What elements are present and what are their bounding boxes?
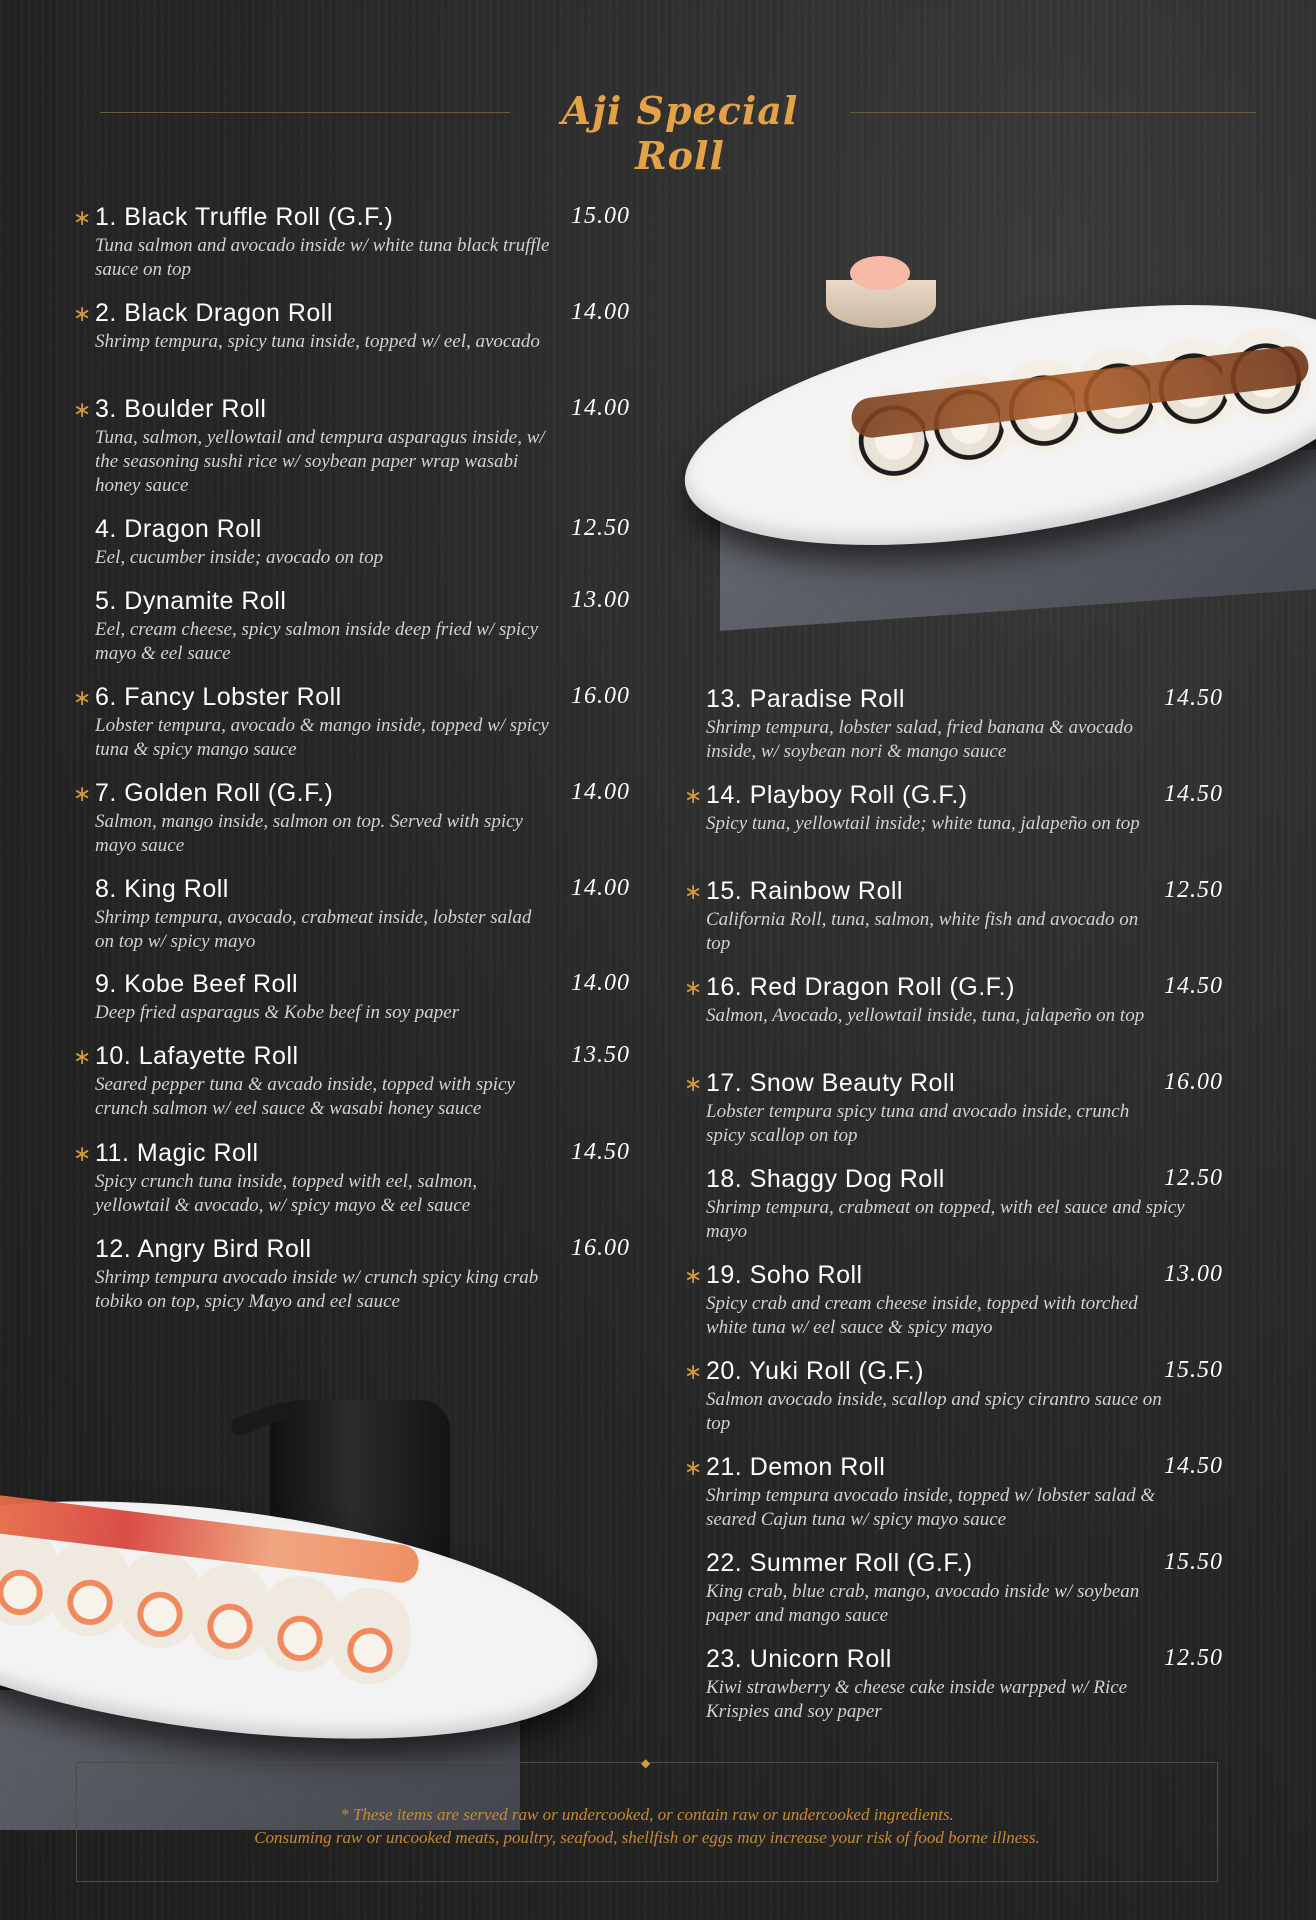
item-description: Kiwi strawberry & cheese cake inside warpped w/ Rice Krispies and soy paper xyxy=(706,1677,1128,1722)
raw-indicator-icon: ∗ xyxy=(684,976,703,1001)
item-description: Seared pepper tuna & avcado inside, topped with spicy crunch salmon w/ eel sauce & wasabi honey sauce xyxy=(95,1074,515,1119)
item-price: 14.50 xyxy=(1164,1453,1223,1479)
item-description: Tuna, salmon, yellowtail and tempura asparagus inside, w/ the seasoning sushi rice w/ soybean paper wrap wasabi honey sauce xyxy=(95,427,545,496)
item-name: 3. Boulder Roll xyxy=(95,395,267,423)
menu-item xyxy=(706,685,1266,764)
item-description: California Roll, tuna, salmon, white fish and avocado on top xyxy=(706,909,1139,954)
menu-item xyxy=(95,1235,655,1314)
item-description: King crab, blue crab, mango, avocado inside w/ soybean paper and mango sauce xyxy=(706,1581,1140,1626)
raw-indicator-icon: ∗ xyxy=(73,206,92,231)
page-header xyxy=(100,88,1256,178)
item-name: 17. Snow Beauty Roll xyxy=(706,1069,956,1097)
item-name: 11. Magic Roll xyxy=(95,1139,259,1167)
item-description: Eel, cucumber inside; avocado on top xyxy=(95,547,384,568)
item-price: 12.50 xyxy=(1164,877,1223,903)
item-name: 8. King Roll xyxy=(95,875,229,903)
menu-item xyxy=(706,1645,1266,1724)
item-name: 19. Soho Roll xyxy=(706,1261,863,1289)
menu-item xyxy=(95,875,655,954)
raw-indicator-icon: ∗ xyxy=(684,1072,703,1097)
raw-indicator-icon: ∗ xyxy=(73,1045,92,1070)
item-price: 14.50 xyxy=(1164,685,1223,711)
item-name: 6. Fancy Lobster Roll xyxy=(95,683,342,711)
item-price: 13.00 xyxy=(1164,1261,1223,1287)
item-name: 7. Golden Roll (G.F.) xyxy=(95,779,334,807)
item-description: Shrimp tempura, lobster salad, fried banana & avocado inside, w/ soybean nori & mango sauce xyxy=(706,717,1133,762)
item-price: 13.00 xyxy=(571,587,630,613)
menu-item xyxy=(73,779,655,858)
item-description: Shrimp tempura avocado inside w/ crunch spicy king crab tobiko on top, spicy Mayo and eel sauce xyxy=(95,1267,539,1312)
item-description: Shrimp tempura, spicy tuna inside, topped w/ eel, avocado xyxy=(95,331,540,352)
item-description: Salmon, mango inside, salmon on top. Served with spicy mayo sauce xyxy=(95,811,523,856)
item-name: 22. Summer Roll (G.F.) xyxy=(706,1549,973,1577)
raw-indicator-icon: ∗ xyxy=(684,1456,703,1481)
item-description: Deep fried asparagus & Kobe beef in soy paper xyxy=(95,1002,460,1023)
item-name: 14. Playboy Roll (G.F.) xyxy=(706,781,968,809)
item-description: Shrimp tempura, avocado, crabmeat inside, lobster salad on top w/ spicy mayo xyxy=(95,907,532,952)
item-price: 14.50 xyxy=(571,1139,630,1165)
item-price: 13.50 xyxy=(571,1042,630,1068)
menu-item xyxy=(684,877,1266,956)
item-price: 14.00 xyxy=(571,299,630,325)
item-name: 18. Shaggy Dog Roll xyxy=(706,1165,945,1193)
menu-item xyxy=(706,1165,1266,1244)
item-description: Spicy tuna, yellowtail inside; white tuna, jalapeño on top xyxy=(706,813,1140,834)
menu-item xyxy=(73,1139,655,1218)
item-description: Eel, cream cheese, spicy salmon inside deep fried w/ spicy mayo & eel sauce xyxy=(95,619,539,664)
item-price: 14.00 xyxy=(571,875,630,901)
item-description: Lobster tempura spicy tuna and avocado inside, crunch spicy scallop on top xyxy=(706,1101,1130,1146)
raw-indicator-icon: ∗ xyxy=(684,880,703,905)
item-name: 2. Black Dragon Roll xyxy=(95,299,333,327)
menu-item xyxy=(684,1261,1266,1340)
item-name: 10. Lafayette Roll xyxy=(95,1042,299,1070)
item-name: 1. Black Truffle Roll (G.F.) xyxy=(95,203,394,231)
item-description: Spicy crunch tuna inside, topped with eel, salmon, yellowtail & avocado, w/ spicy mayo & eel sauce xyxy=(95,1171,478,1216)
item-price: 16.00 xyxy=(1164,1069,1223,1095)
item-name: 15. Rainbow Roll xyxy=(706,877,903,905)
raw-indicator-icon: ∗ xyxy=(73,302,92,327)
header-rule-right xyxy=(850,112,1256,113)
header-rule-left xyxy=(100,112,510,113)
item-name: 13. Paradise Roll xyxy=(706,685,905,713)
item-name: 9. Kobe Beef Roll xyxy=(95,970,299,998)
item-description: Spicy crab and cream cheese inside, topped with torched white tuna w/ eel sauce & spicy mayo xyxy=(706,1293,1138,1338)
notice-line-1: * These items are served raw or undercooked, or contain raw or undercooked ingredients. xyxy=(340,1805,954,1824)
menu-item xyxy=(706,1549,1266,1628)
item-price: 16.00 xyxy=(571,683,630,709)
menu-item xyxy=(73,395,655,498)
item-price: 14.00 xyxy=(571,779,630,805)
notice-line-2: Consuming raw or uncooked meats, poultry, seafood, shellfish or eggs may increase your risk of food borne illness. xyxy=(254,1828,1040,1847)
item-description: Shrimp tempura, crabmeat on topped, with eel sauce and spicy mayo xyxy=(706,1197,1185,1242)
raw-indicator-icon: ∗ xyxy=(684,1264,703,1289)
item-description: Tuna salmon and avocado inside w/ white tuna black truffle sauce on top xyxy=(95,235,550,280)
item-name: 4. Dragon Roll xyxy=(95,515,262,543)
item-name: 16. Red Dragon Roll (G.F.) xyxy=(706,973,1015,1001)
raw-indicator-icon: ∗ xyxy=(684,1360,703,1385)
item-price: 15.00 xyxy=(571,203,630,229)
item-price: 14.50 xyxy=(1164,973,1223,999)
page-title: Aji Special Roll xyxy=(561,88,799,178)
item-price: 14.50 xyxy=(1164,781,1223,807)
raw-indicator-icon: ∗ xyxy=(73,686,92,711)
diamond-ornament-icon: ◆ xyxy=(641,1756,651,1770)
menu-item xyxy=(73,299,655,354)
item-price: 16.00 xyxy=(571,1235,630,1261)
menu-item xyxy=(95,970,655,1025)
raw-indicator-icon: ∗ xyxy=(73,782,92,807)
item-price: 14.00 xyxy=(571,395,630,421)
menu-item xyxy=(684,781,1266,836)
menu-item xyxy=(73,683,655,762)
menu-item xyxy=(684,1453,1266,1532)
item-description: Shrimp tempura avocado inside, topped w/ lobster salad & seared Cajun tuna w/ spicy mayo sauce xyxy=(706,1485,1156,1530)
item-price: 12.50 xyxy=(571,515,630,541)
menu-item xyxy=(684,973,1266,1028)
raw-indicator-icon: ∗ xyxy=(73,1142,92,1167)
menu-item xyxy=(95,515,655,570)
item-price: 12.50 xyxy=(1164,1645,1223,1671)
item-name: 20. Yuki Roll (G.F.) xyxy=(706,1357,924,1385)
item-name: 5. Dynamite Roll xyxy=(95,587,287,615)
item-description: Salmon avocado inside, scallop and spicy cirantro sauce on top xyxy=(706,1389,1162,1434)
raw-indicator-icon: ∗ xyxy=(73,398,92,423)
menu-item xyxy=(684,1357,1266,1436)
health-notice-box xyxy=(76,1756,1218,1882)
item-name: 23. Unicorn Roll xyxy=(706,1645,892,1673)
item-description: Salmon, Avocado, yellowtail inside, tuna, jalapeño on top xyxy=(706,1005,1145,1026)
item-price: 15.50 xyxy=(1164,1357,1223,1383)
menu-item xyxy=(684,1069,1266,1148)
raw-indicator-icon: ∗ xyxy=(684,784,703,809)
menu-item xyxy=(95,587,655,666)
item-price: 12.50 xyxy=(1164,1165,1223,1191)
item-description: Lobster tempura, avocado & mango inside, topped w/ spicy tuna & spicy mango sauce xyxy=(95,715,549,760)
item-name: 21. Demon Roll xyxy=(706,1453,886,1481)
item-price: 14.00 xyxy=(571,970,630,996)
item-price: 15.50 xyxy=(1164,1549,1223,1575)
menu-item xyxy=(73,1042,655,1121)
item-name: 12. Angry Bird Roll xyxy=(95,1235,312,1263)
menu-item xyxy=(73,203,655,282)
